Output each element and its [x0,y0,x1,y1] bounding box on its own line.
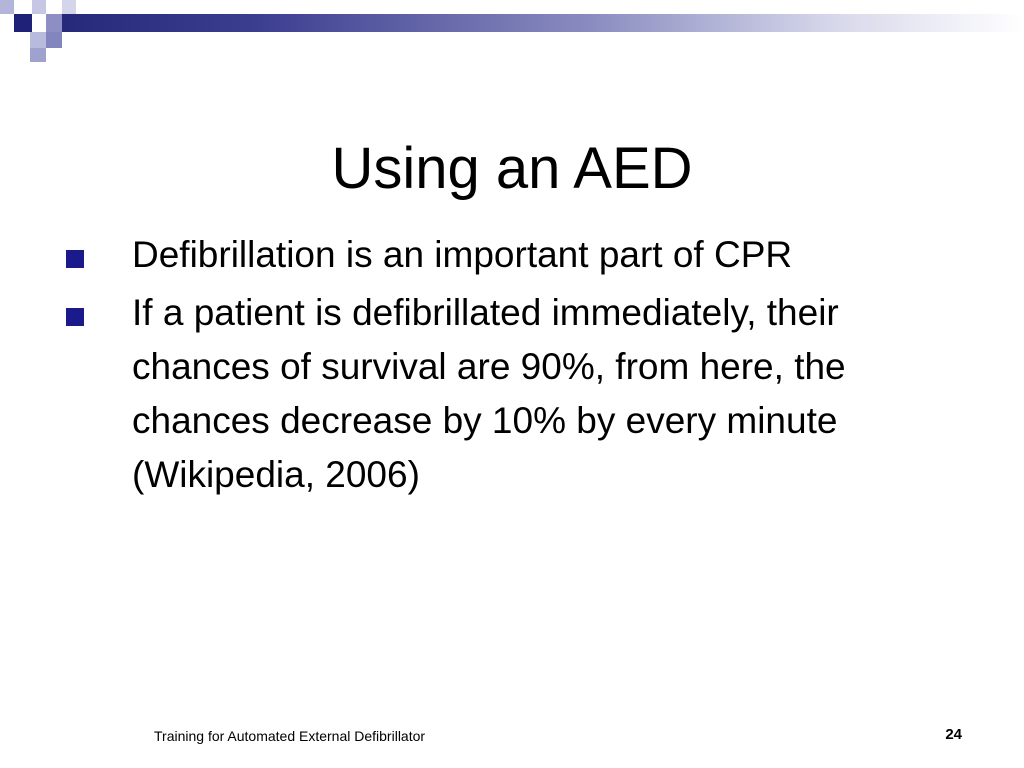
footer-text: Training for Automated External Defibrillator [154,728,426,744]
deco-square [14,14,32,32]
deco-square [46,14,62,32]
list-item [62,228,962,282]
deco-square [30,32,46,48]
deco-square [32,0,46,14]
deco-square [46,32,62,48]
square-bullet-icon [66,308,84,326]
bullet-list [62,228,962,506]
slide-title: Using an AED [331,135,693,201]
list-item [62,286,962,502]
header-decoration [0,0,1024,64]
page-number: 24 [945,726,962,743]
deco-square [30,48,46,62]
header-gradient-bar [62,14,1024,32]
bullet-text: If a patient is defibrillated immediately, their chances of survival are 90%, from here, the chances decrease by 10% by every minute (Wikipedia, 2006) [132,292,846,495]
deco-square [62,0,76,14]
bullet-text: Defibrillation is an important part of CPR [132,234,793,275]
deco-square [0,0,14,14]
square-bullet-icon [66,250,84,268]
